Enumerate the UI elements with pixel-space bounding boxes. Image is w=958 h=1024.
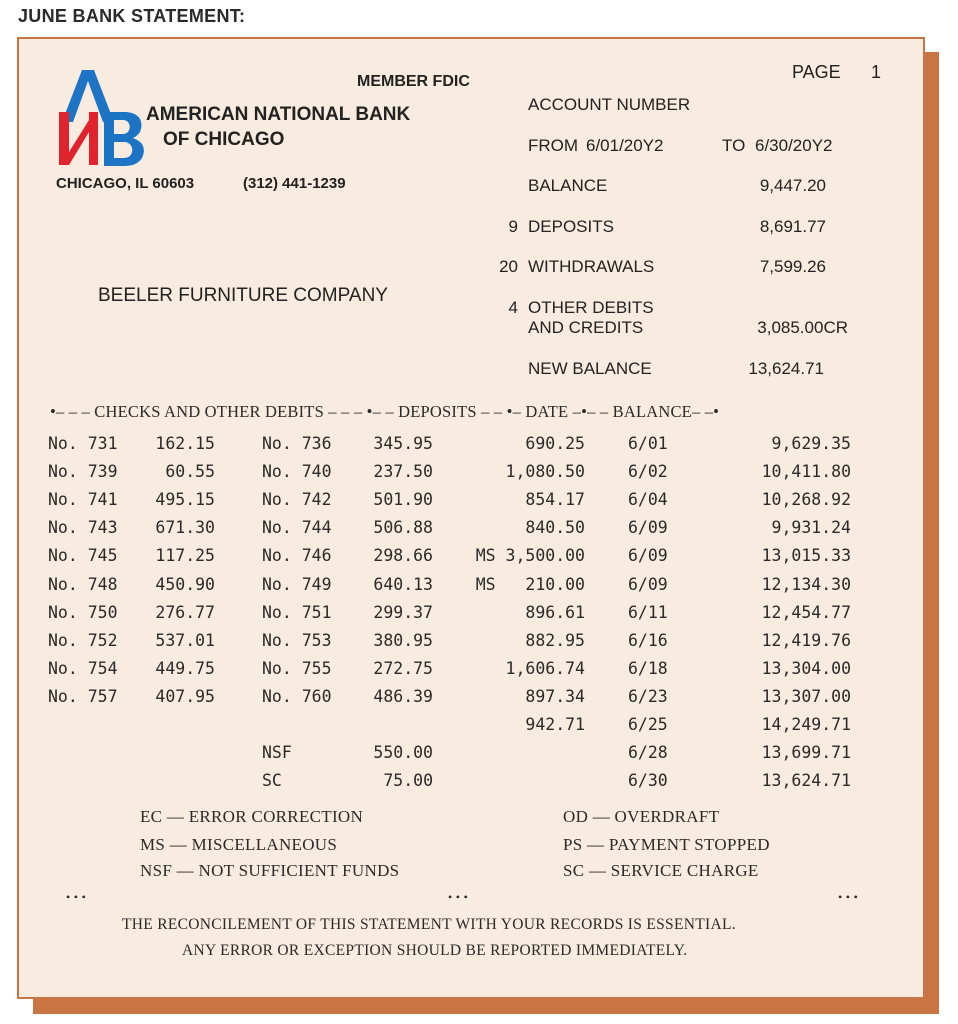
separator-dots: • • • <box>66 890 87 904</box>
legend-item: SC — SERVICE CHARGE <box>563 861 759 880</box>
running-balance: 13,304.00 <box>761 658 851 678</box>
running-balance: 10,268.92 <box>761 490 851 510</box>
page-number: 1 <box>871 62 882 82</box>
check-amount: 380.95 <box>373 630 433 650</box>
from-date: 6/01/20Y2 <box>586 136 664 155</box>
running-balance: 12,454.77 <box>761 602 851 622</box>
customer-name: BEELER FURNITURE COMPANY <box>98 285 388 306</box>
other-value: 3,085.00CR <box>757 318 848 337</box>
transaction-date: 6/09 <box>628 546 668 566</box>
transaction-date: 6/25 <box>628 715 668 734</box>
deposits-label: DEPOSITS <box>528 217 614 236</box>
footer-line2: ANY ERROR OR EXCEPTION SHOULD BE REPORTED IMMEDIATELY. <box>182 942 688 959</box>
withdrawals-count: 20 <box>499 257 518 276</box>
new-balance-label: NEW BALANCE <box>528 359 652 378</box>
deposit-amount: 1,606.74 <box>505 658 585 678</box>
check-amount: 276.77 <box>155 602 215 622</box>
check-number: No. 736 <box>262 434 332 453</box>
deposits-count: 9 <box>508 217 518 236</box>
transaction-date: 6/02 <box>628 462 668 482</box>
transaction-date: 6/18 <box>628 658 668 678</box>
running-balance: 13,307.00 <box>761 686 851 706</box>
check-amount: 60.55 <box>165 462 215 482</box>
check-number: No. 745 <box>48 546 118 566</box>
check-amount: 486.39 <box>373 686 433 706</box>
separator-dots: • • • <box>448 890 469 904</box>
transaction-date: 6/01 <box>628 434 668 453</box>
new-balance-value: 13,624.71 <box>748 359 824 378</box>
check-amount: 495.15 <box>155 490 215 510</box>
bank-city: CHICAGO, IL 60603 <box>56 175 195 192</box>
check-amount: 671.30 <box>155 518 215 538</box>
running-balance: 13,015.33 <box>761 546 851 566</box>
running-balance: 9,931.24 <box>771 518 851 538</box>
separator-dots: • • • <box>838 890 859 904</box>
to-label: TO <box>722 136 746 155</box>
deposit-amount: 1,080.50 <box>505 462 585 482</box>
check-number: No. 749 <box>262 574 332 594</box>
transaction-date: 6/09 <box>628 518 668 538</box>
check-amount: 237.50 <box>373 462 433 482</box>
transaction-date: 6/16 <box>628 630 668 650</box>
balance-value: 9,447.20 <box>759 176 826 195</box>
check-number: No. 754 <box>48 658 118 678</box>
legend-item: PS — PAYMENT STOPPED <box>563 835 770 854</box>
account-number-label: ACCOUNT NUMBER <box>528 95 691 114</box>
check-amount: 299.37 <box>373 602 433 622</box>
page-label: PAGE <box>792 62 841 82</box>
deposit-amount: MS 3,500.00 <box>475 546 585 566</box>
page-caption: JUNE BANK STATEMENT: <box>18 6 246 26</box>
check-amount: 345.95 <box>373 434 433 453</box>
check-number: No. 748 <box>48 574 118 594</box>
deposits-value: 8,691.77 <box>759 217 826 236</box>
check-amount: 272.75 <box>373 658 433 678</box>
running-balance: 12,134.30 <box>761 574 851 594</box>
check-amount: 450.90 <box>155 574 215 594</box>
check-number: No. 731 <box>48 434 118 453</box>
bank-name-line2: OF CHICAGO <box>163 129 285 150</box>
bank-logo <box>54 62 149 172</box>
other-label-1: OTHER DEBITS <box>528 298 654 317</box>
running-balance: 12,419.76 <box>761 630 851 650</box>
deposit-amount: 882.95 <box>525 630 585 650</box>
check-number: SC <box>262 771 282 791</box>
running-balance: 9,629.35 <box>771 434 851 453</box>
running-balance: 13,624.71 <box>761 771 851 791</box>
legend-item: MS — MISCELLANEOUS <box>140 835 338 854</box>
deposit-amount: 854.17 <box>525 490 585 510</box>
withdrawals-value: 7,599.26 <box>759 257 826 276</box>
columns-header: •– – – CHECKS AND OTHER DEBITS – – – •– – DEPOSITS – – •– DATE –•– – BALANCE– –• <box>50 402 720 421</box>
transaction-date: 6/09 <box>628 574 668 594</box>
check-number: No. 743 <box>48 518 118 538</box>
to-date: 6/30/20Y2 <box>755 136 833 155</box>
deposit-amount: 897.34 <box>525 686 585 706</box>
check-amount: 75.00 <box>383 771 433 791</box>
check-amount: 537.01 <box>155 630 215 650</box>
transaction-date: 6/04 <box>628 490 668 510</box>
check-number: No. 739 <box>48 462 118 482</box>
check-number: No. 753 <box>262 630 332 650</box>
check-amount: 449.75 <box>155 658 215 678</box>
bank-phone: (312) 441-1239 <box>243 175 346 192</box>
footer-line1: THE RECONCILEMENT OF THIS STATEMENT WITH YOUR RECORDS IS ESSENTIAL. <box>122 916 736 933</box>
check-amount: 501.90 <box>373 490 433 510</box>
bank-name-line1: AMERICAN NATIONAL BANK <box>146 104 411 125</box>
check-amount: 298.66 <box>373 546 433 566</box>
from-label: FROM <box>528 136 579 155</box>
legend-item: OD — OVERDRAFT <box>563 807 720 826</box>
check-amount: 550.00 <box>373 743 433 763</box>
deposit-amount: 896.61 <box>525 602 585 622</box>
deposit-amount: 942.71 <box>525 715 585 734</box>
other-count: 4 <box>508 298 518 317</box>
check-number: No. 746 <box>262 546 332 566</box>
deposit-amount: 690.25 <box>525 434 585 453</box>
deposit-amount: MS 210.00 <box>475 574 585 594</box>
check-amount: 640.13 <box>373 574 433 594</box>
check-number: No. 744 <box>262 518 332 538</box>
check-number: No. 757 <box>48 686 118 706</box>
check-amount: 162.15 <box>155 434 215 453</box>
transaction-date: 6/28 <box>628 743 668 763</box>
check-number: No. 752 <box>48 630 118 650</box>
transaction-date: 6/23 <box>628 686 668 706</box>
check-amount: 117.25 <box>155 546 215 566</box>
withdrawals-label: WITHDRAWALS <box>528 257 655 276</box>
check-number: No. 741 <box>48 490 118 510</box>
transaction-date: 6/11 <box>628 602 668 622</box>
check-number: NSF <box>262 743 292 763</box>
check-number: No. 750 <box>48 602 118 622</box>
check-number: No. 755 <box>262 658 332 678</box>
running-balance: 13,699.71 <box>761 743 851 763</box>
member-fdic: MEMBER FDIC <box>357 73 470 90</box>
check-number: No. 742 <box>262 490 332 510</box>
transaction-date: 6/30 <box>628 771 668 791</box>
check-number: No. 760 <box>262 686 332 706</box>
check-number: No. 740 <box>262 462 332 482</box>
check-amount: 506.88 <box>373 518 433 538</box>
deposit-amount: 840.50 <box>525 518 585 538</box>
legend-item: EC — ERROR CORRECTION <box>140 807 364 826</box>
balance-label: BALANCE <box>528 176 608 195</box>
legend-item: NSF — NOT SUFFICIENT FUNDS <box>140 861 400 880</box>
other-label-2: AND CREDITS <box>528 318 644 337</box>
check-number: No. 751 <box>262 602 332 622</box>
running-balance: 10,411.80 <box>761 462 851 482</box>
check-amount: 407.95 <box>155 686 215 706</box>
running-balance: 14,249.71 <box>761 715 851 734</box>
